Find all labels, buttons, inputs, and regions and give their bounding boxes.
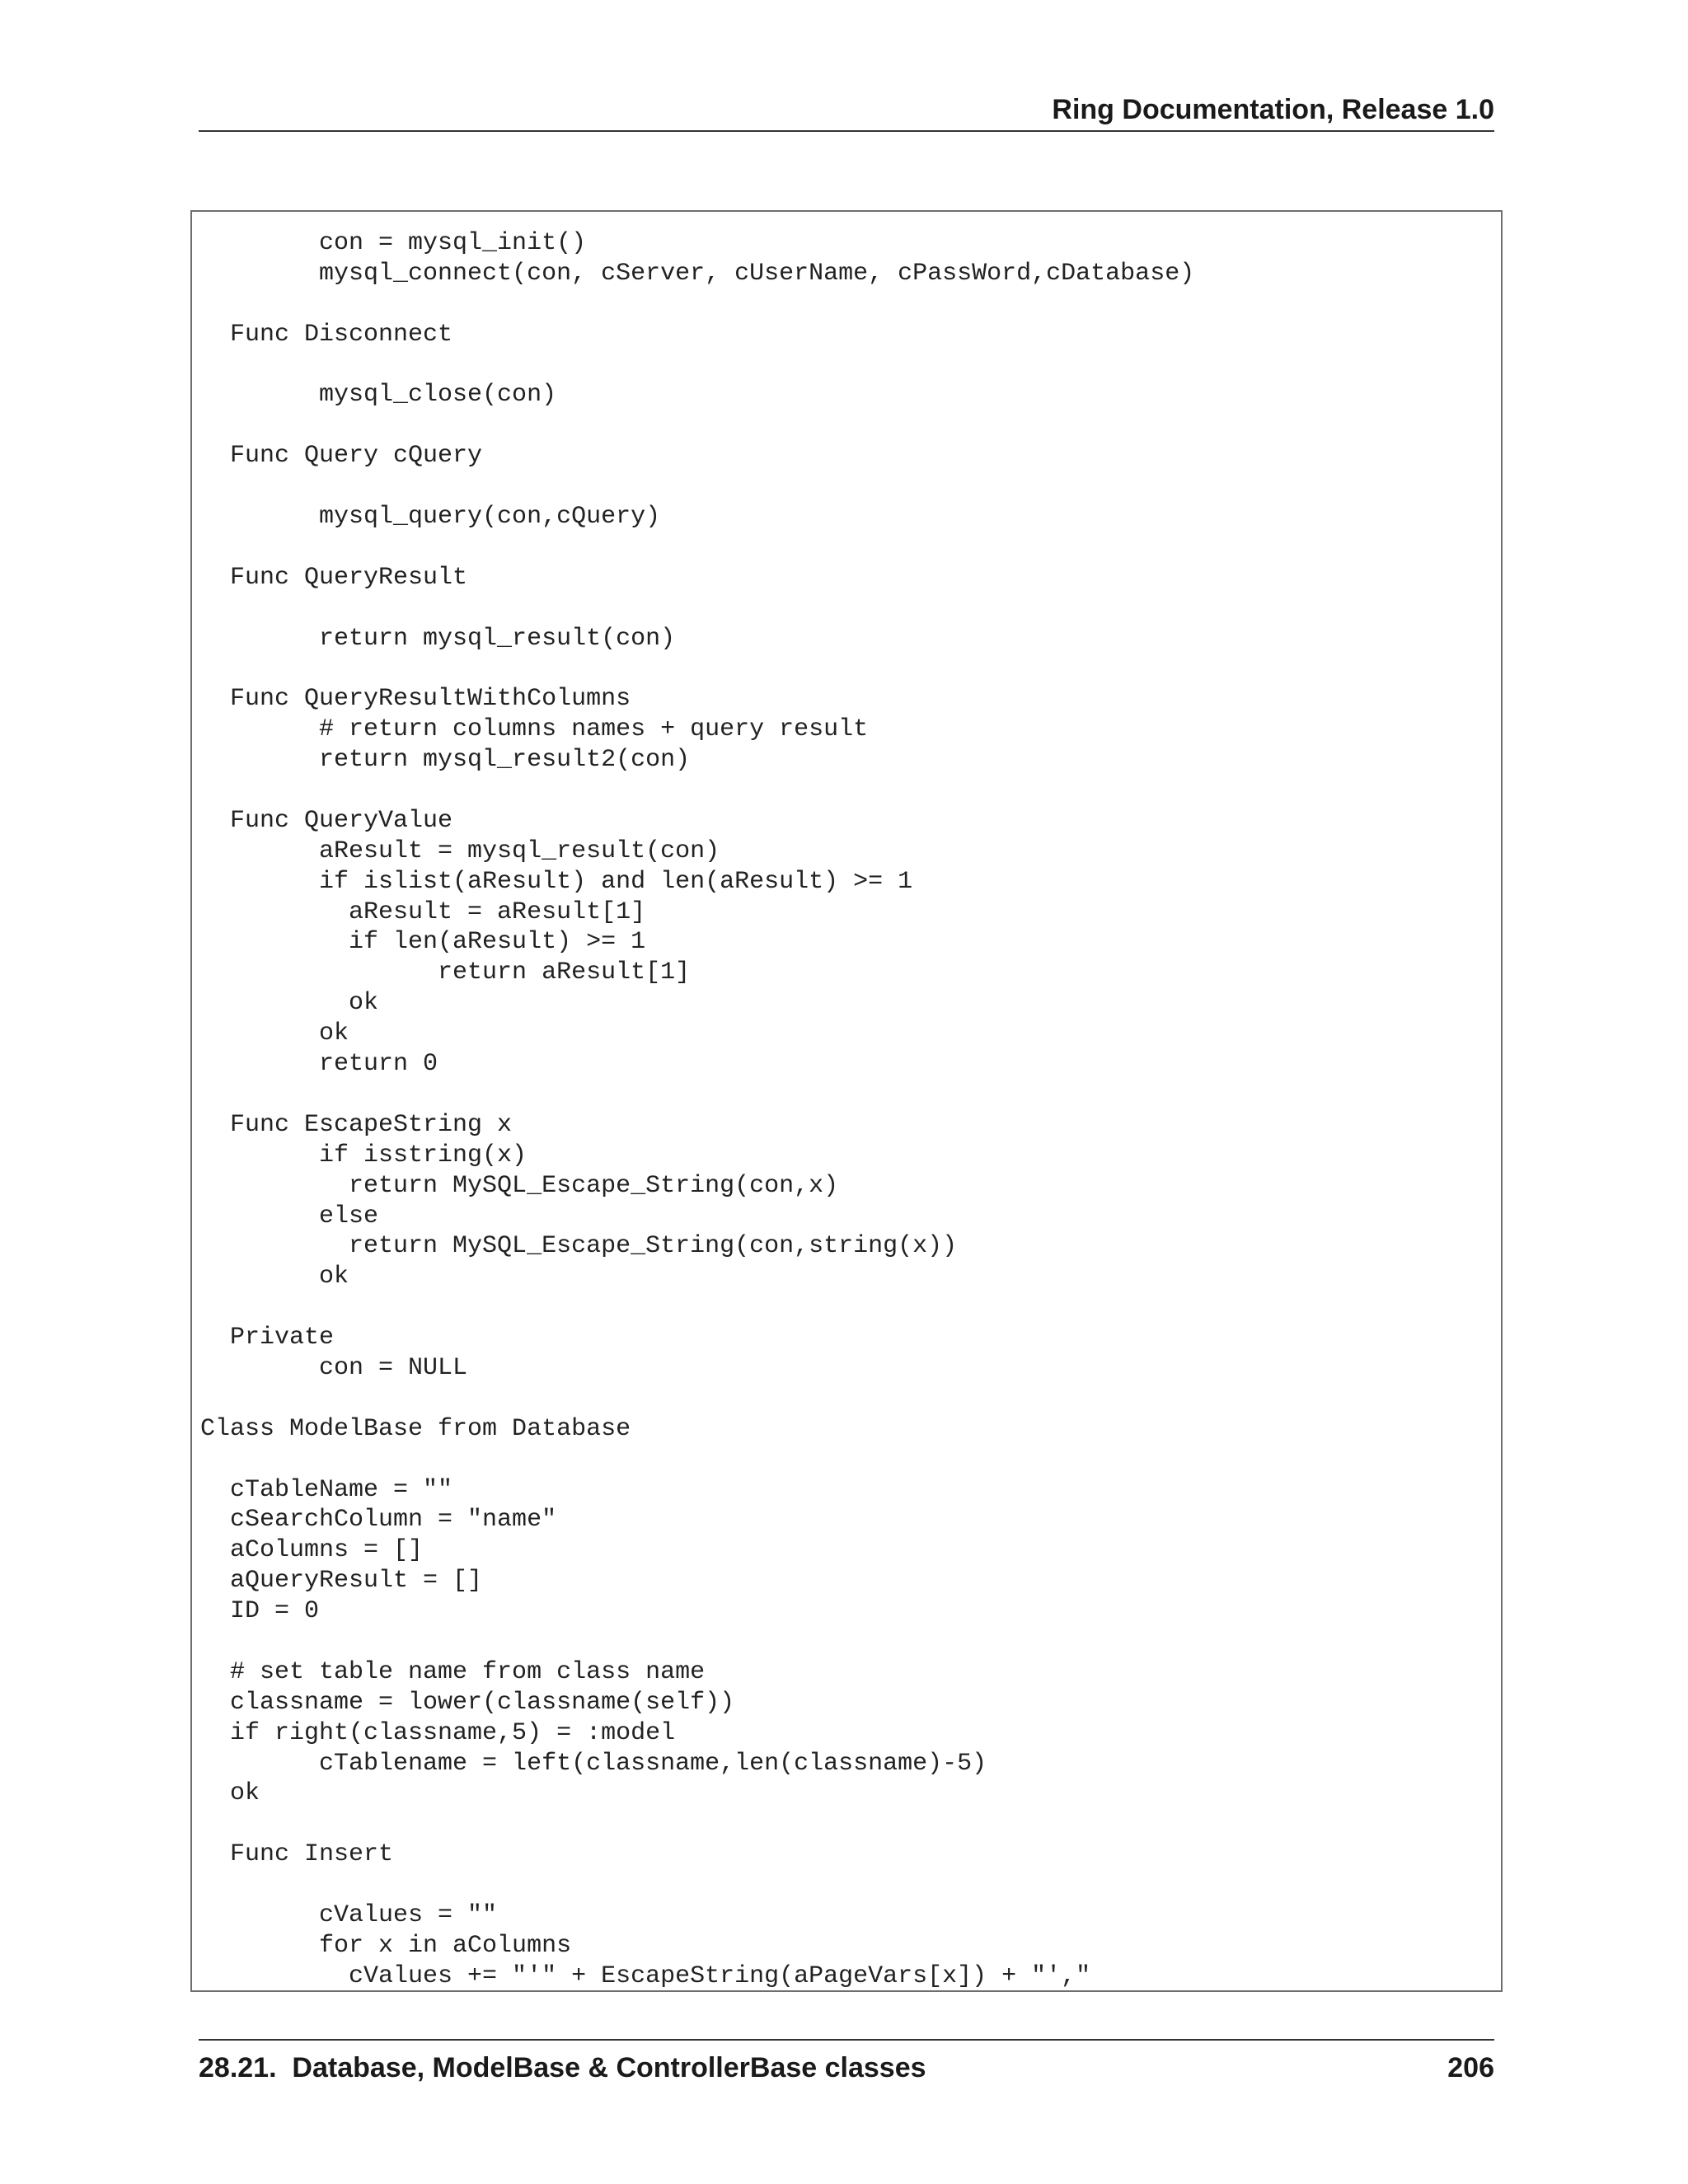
code-line: Func QueryResultWithColumns bbox=[200, 685, 631, 714]
code-line: Func Disconnect bbox=[200, 320, 453, 349]
code-line: Private bbox=[200, 1324, 335, 1352]
code-line: if isstring(x) bbox=[200, 1141, 528, 1169]
code-line: mysql_query(con,cQuery) bbox=[200, 503, 661, 532]
code-line: ok bbox=[200, 1779, 260, 1808]
code-line: ok bbox=[200, 1019, 349, 1048]
code-line bbox=[200, 1384, 1194, 1414]
code-line: if len(aResult) >= 1 bbox=[200, 928, 646, 957]
code-line bbox=[200, 593, 1194, 624]
code-line: ok bbox=[200, 1263, 349, 1291]
code-line bbox=[200, 1080, 1194, 1110]
code-line: Func Insert bbox=[200, 1840, 394, 1869]
code-line bbox=[200, 1809, 1194, 1840]
code-line: return mysql_result(con) bbox=[200, 624, 676, 653]
code-line bbox=[200, 1292, 1194, 1323]
code-line: aResult = mysql_result(con) bbox=[200, 837, 720, 865]
code-line bbox=[200, 1445, 1194, 1475]
code-line: mysql_connect(con, cServer, cUserName, cPassWord,cDatabase) bbox=[200, 259, 1195, 288]
code-line bbox=[200, 1870, 1194, 1900]
code-line: con = NULL bbox=[200, 1353, 468, 1382]
code-line: # return columns names + query result bbox=[200, 715, 869, 744]
code-line bbox=[200, 471, 1194, 502]
code-line: con = mysql_init() bbox=[200, 229, 587, 257]
code-line: return 0 bbox=[200, 1050, 438, 1079]
code-line: cTablename = left(classname,len(classname)-5) bbox=[200, 1749, 987, 1778]
page-footer bbox=[199, 2039, 1494, 2090]
code-line: ID = 0 bbox=[200, 1597, 320, 1626]
code-line: Func QueryValue bbox=[200, 806, 453, 835]
code-line: cTableName = "" bbox=[200, 1475, 453, 1504]
code-line: aResult = aResult[1] bbox=[200, 898, 646, 926]
code-line bbox=[200, 410, 1194, 441]
code-line bbox=[200, 654, 1194, 684]
code-line: Func EscapeString x bbox=[200, 1110, 513, 1139]
code-line: Class ModelBase from Database bbox=[200, 1414, 631, 1443]
code-line: Func Query cQuery bbox=[200, 442, 483, 471]
page-header bbox=[199, 89, 1494, 132]
code-line: cValues += "'" + EscapeString(aPageVars[x]) + "'," bbox=[200, 1961, 1091, 1990]
code-line bbox=[200, 532, 1194, 563]
code-line: return MySQL_Escape_String(con,string(x)) bbox=[200, 1232, 958, 1261]
code-line: for x in aColumns bbox=[200, 1931, 572, 1960]
code-line: if islist(aResult) and len(aResult) >= 1 bbox=[200, 867, 913, 896]
code-line: mysql_close(con) bbox=[200, 381, 557, 410]
code-line bbox=[200, 350, 1194, 381]
code-line: return MySQL_Escape_String(con,x) bbox=[200, 1171, 839, 1200]
code-line: classname = lower(classname(self)) bbox=[200, 1688, 735, 1717]
code-block bbox=[190, 210, 1503, 1992]
section-title: 28.21. Database, ModelBase & ControllerBase classes bbox=[199, 2052, 926, 2083]
code-line: if right(classname,5) = :model bbox=[200, 1718, 676, 1747]
code-line bbox=[200, 776, 1194, 806]
code-line: cSearchColumn = "name" bbox=[200, 1506, 557, 1535]
document-title: Ring Documentation, Release 1.0 bbox=[1052, 94, 1494, 125]
code-line: else bbox=[200, 1202, 379, 1230]
page-number: 206 bbox=[1447, 2052, 1494, 2083]
code-line bbox=[200, 1627, 1194, 1657]
code-line: aColumns = [] bbox=[200, 1536, 424, 1565]
code-line bbox=[200, 289, 1194, 320]
code-line: aQueryResult = [] bbox=[200, 1567, 483, 1596]
code-line: return aResult[1] bbox=[200, 958, 691, 987]
code-lines bbox=[200, 228, 1194, 1992]
code-line: Func QueryResult bbox=[200, 563, 468, 592]
code-line: cValues = "" bbox=[200, 1900, 498, 1929]
code-line: return mysql_result2(con) bbox=[200, 746, 691, 775]
code-line: # set table name from class name bbox=[200, 1657, 706, 1686]
code-line: ok bbox=[200, 989, 379, 1018]
